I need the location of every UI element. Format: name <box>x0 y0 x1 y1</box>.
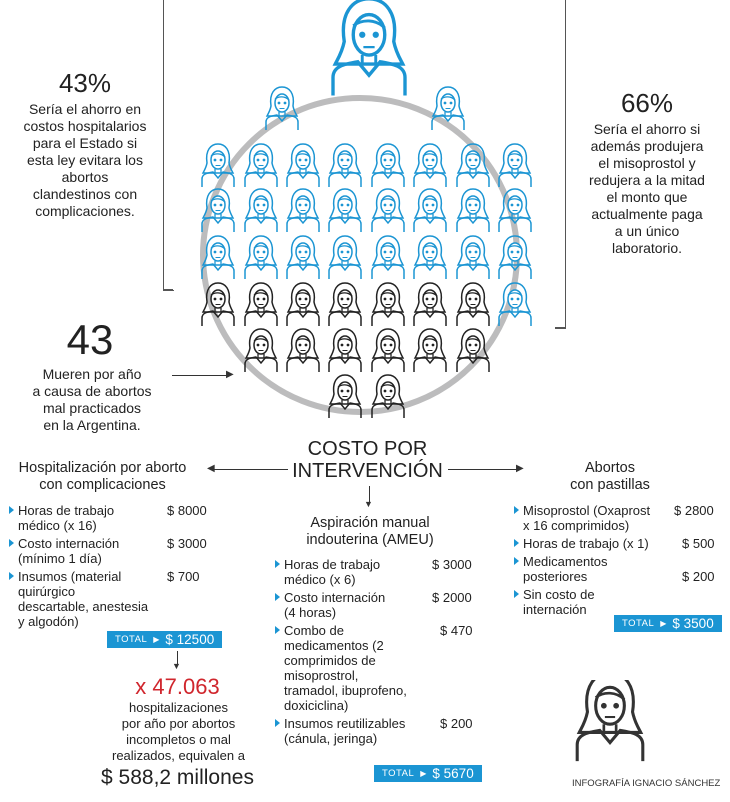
hosp-count-line: realizados, equivalen a <box>112 748 245 763</box>
left-bracket <box>163 0 174 291</box>
item-amount: $ 8000 <box>167 503 207 518</box>
total-label: TOTAL <box>115 634 148 645</box>
item-line: quirúrgico <box>18 584 76 599</box>
item-line: Medicamentos <box>523 554 608 569</box>
total-value: $ 3500 <box>672 616 714 631</box>
bullet-triangle-icon <box>9 572 14 580</box>
deaths-line: en la Argentina. <box>43 417 141 433</box>
ameu-title-line: indouterina (AMEU) <box>306 532 434 548</box>
item-line: Misoprostol (Oxaprost <box>523 503 651 518</box>
left-stat-line: esta ley evitara los <box>27 152 143 168</box>
center-title-line2: INTERVENCIÓN <box>292 460 443 482</box>
item-amount: $ 700 <box>167 569 200 584</box>
bullet-triangle-icon <box>275 560 280 568</box>
pills-item <box>514 554 724 584</box>
item-amount: $ 2000 <box>432 590 472 605</box>
right-stat-line: el misoprostol y <box>598 155 696 171</box>
credit: INFOGRAFÍA IGNACIO SÁNCHEZ <box>572 778 721 789</box>
item-amount: $ 3000 <box>167 536 207 551</box>
right-stat <box>572 88 722 257</box>
pills-item <box>514 503 724 533</box>
ameu-item <box>275 716 485 746</box>
deaths-number: 43 <box>66 316 114 363</box>
hosp-count-line: por año por abortos <box>121 716 236 731</box>
hosp-item <box>9 569 224 629</box>
down-arrow-head-icon: ▼ <box>364 499 373 509</box>
left-stat <box>10 68 160 220</box>
hosp-item <box>9 503 224 533</box>
pills-items <box>514 503 724 620</box>
left-stat-line: clandestinos con <box>32 186 138 202</box>
left-stat-line: complicaciones. <box>35 203 135 219</box>
bullet-triangle-icon <box>514 506 519 514</box>
center-title-line1: COSTO POR <box>307 438 428 460</box>
deaths-arrow <box>172 375 230 376</box>
item-line: (4 horas) <box>284 605 337 620</box>
item-line: (cánula, jeringa) <box>284 731 378 746</box>
bullet-triangle-icon <box>9 539 14 547</box>
total-value: $ 12500 <box>165 632 215 647</box>
total-value: $ 5670 <box>432 766 474 781</box>
woman-figure-icon <box>245 189 277 232</box>
right-stat-line: además produjera <box>590 138 704 154</box>
woman-figure-icon <box>202 144 234 187</box>
item-line: internación <box>523 602 587 617</box>
item-line: médico (x 16) <box>18 518 97 533</box>
woman-figure-icon <box>372 329 404 372</box>
pills-item <box>514 536 724 551</box>
pills-item <box>514 587 724 617</box>
woman-figure-icon <box>457 189 489 232</box>
left-stat-percent: 43% <box>58 68 112 98</box>
item-amount: $ 200 <box>682 569 715 584</box>
deaths-line: a causa de abortos <box>32 383 152 399</box>
ameu-total-badge <box>374 765 482 782</box>
right-stat-percent: 66% <box>620 88 674 118</box>
woman-figure-icon <box>287 144 319 187</box>
hosp-total-badge <box>107 631 222 648</box>
hosp-count-line: incompletos o mal <box>126 732 231 747</box>
bullet-triangle-icon <box>514 557 519 565</box>
woman-figure-icon <box>414 236 446 279</box>
woman-figure-icon <box>287 189 319 232</box>
right-stat-line: a un único <box>614 223 680 239</box>
right-stat-text <box>572 121 722 257</box>
right-stat-line: el monto que <box>606 189 688 205</box>
ameu-item <box>275 557 485 587</box>
bullet-triangle-icon <box>275 593 280 601</box>
hosp-down-arrow-head-icon: ▼ <box>172 661 181 671</box>
ameu-item <box>275 623 485 713</box>
ameu-title-line: Aspiración manual <box>310 515 430 531</box>
item-line: y algodón) <box>18 614 79 629</box>
woman-figure-icon <box>414 329 446 372</box>
item-line: Combo de <box>284 623 344 638</box>
item-line: doxiciclina) <box>284 698 349 713</box>
pills-title-line: Abortos <box>585 460 635 476</box>
pills-title <box>540 460 680 494</box>
item-line: Horas de trabajo <box>284 557 381 572</box>
right-arrow-head-icon: ▶ <box>516 463 524 474</box>
woman-figure-icon <box>372 189 404 232</box>
right-arrow <box>448 469 520 470</box>
woman-figure-icon <box>372 144 404 187</box>
bullet-triangle-icon <box>275 719 280 727</box>
right-stat-line: redujera a la mitad <box>589 172 705 188</box>
left-stat-line: para el Estado si <box>32 135 138 151</box>
item-line: comprimidos de <box>284 653 376 668</box>
bullet-triangle-icon <box>275 626 280 634</box>
item-amount: $ 2800 <box>674 503 714 518</box>
total-label: TOTAL <box>622 618 655 629</box>
woman-figure-icon <box>457 283 489 326</box>
hosp-title-line: con complicaciones <box>39 477 166 493</box>
right-stat-line: laboratorio. <box>611 240 683 256</box>
item-amount: $ 200 <box>440 716 473 731</box>
credit-woman-icon <box>575 680 645 770</box>
play-icon: ▶ <box>660 619 667 628</box>
woman-figure-icon <box>287 236 319 279</box>
item-line: Costo internación <box>18 536 120 551</box>
item-line: Horas de trabajo (x 1) <box>523 536 649 551</box>
item-line: médico (x 6) <box>284 572 356 587</box>
woman-figure-icon <box>329 283 361 326</box>
hosp-title <box>0 460 205 494</box>
left-stat-line: abortos <box>61 169 109 185</box>
hosp-item <box>9 536 224 566</box>
item-amount: $ 500 <box>682 536 715 551</box>
bullet-triangle-icon <box>514 539 519 547</box>
bullet-triangle-icon <box>9 506 14 514</box>
woman-figure-icon <box>329 329 361 372</box>
left-stat-line: costos hospitalarios <box>23 118 147 134</box>
woman-figure-icon <box>245 283 277 326</box>
woman-figure-icon <box>372 236 404 279</box>
woman-figure-icon <box>329 144 361 187</box>
ameu-item <box>275 590 485 620</box>
right-bracket <box>555 0 566 329</box>
woman-figure-icon <box>372 283 404 326</box>
hosp-items <box>9 503 224 632</box>
right-bracket-bottom <box>555 327 565 328</box>
item-line: medicamentos (2 <box>284 638 384 653</box>
item-line: descartable, anestesia <box>18 599 149 614</box>
hosp-count-text <box>86 700 271 764</box>
pills-total-badge <box>614 615 722 632</box>
center-title <box>285 438 450 482</box>
woman-figure-icon <box>287 329 319 372</box>
hosp-count-amount: $ 588,2 millones <box>101 766 254 789</box>
woman-figure-icon <box>414 189 446 232</box>
deaths-line: Mueren por año <box>42 366 142 382</box>
right-stat-line: Sería el ahorro si <box>593 121 701 137</box>
item-line: x 16 comprimidos) <box>523 518 630 533</box>
ameu-title <box>280 515 460 549</box>
item-line: Insumos (material <box>18 569 122 584</box>
woman-figure-icon <box>287 283 319 326</box>
pills-title-line: con pastillas <box>570 477 650 493</box>
deaths-line: mal practicados <box>42 400 142 416</box>
woman-figure-icon <box>245 144 277 187</box>
item-amount: $ 470 <box>440 623 473 638</box>
left-arrow <box>214 469 288 470</box>
item-line: Sin costo de <box>523 587 595 602</box>
woman-figure-icon <box>457 236 489 279</box>
item-line: posteriores <box>523 569 588 584</box>
play-icon: ▶ <box>153 635 160 644</box>
deaths-text <box>12 366 172 434</box>
item-line: tramadol, ibuprofeno, <box>284 683 407 698</box>
item-line: Costo internación <box>284 590 386 605</box>
woman-figure-icon <box>245 236 277 279</box>
left-arrow-head-icon: ◀ <box>207 463 215 474</box>
hosp-title-line: Hospitalización por aborto <box>18 460 187 476</box>
total-label: TOTAL <box>382 768 415 779</box>
left-bracket-bottom <box>163 289 173 290</box>
woman-figure-icon <box>333 0 405 96</box>
item-line: (mínimo 1 día) <box>18 551 102 566</box>
ameu-items <box>275 557 485 749</box>
play-icon: ▶ <box>420 769 427 778</box>
woman-figure-icon <box>457 144 489 187</box>
item-line: Insumos reutilizables <box>284 716 406 731</box>
woman-figure-icon <box>329 189 361 232</box>
woman-figure-icon <box>499 144 531 187</box>
right-stat-line: actualmente paga <box>591 206 703 222</box>
woman-figure-icon <box>414 283 446 326</box>
woman-figure-icon <box>414 144 446 187</box>
hosp-count-line: hospitalizaciones <box>128 700 228 715</box>
item-line: misoprostrol, <box>284 668 359 683</box>
bullet-triangle-icon <box>514 590 519 598</box>
hosp-count-number: x 47.063 <box>135 674 220 699</box>
left-stat-line: Sería el ahorro en <box>28 101 142 117</box>
item-amount: $ 3000 <box>432 557 472 572</box>
woman-figure-icon <box>329 236 361 279</box>
deaths-arrow-head-icon: ▶ <box>226 369 234 380</box>
left-stat-text <box>10 101 160 220</box>
item-line: Horas de trabajo <box>18 503 115 518</box>
